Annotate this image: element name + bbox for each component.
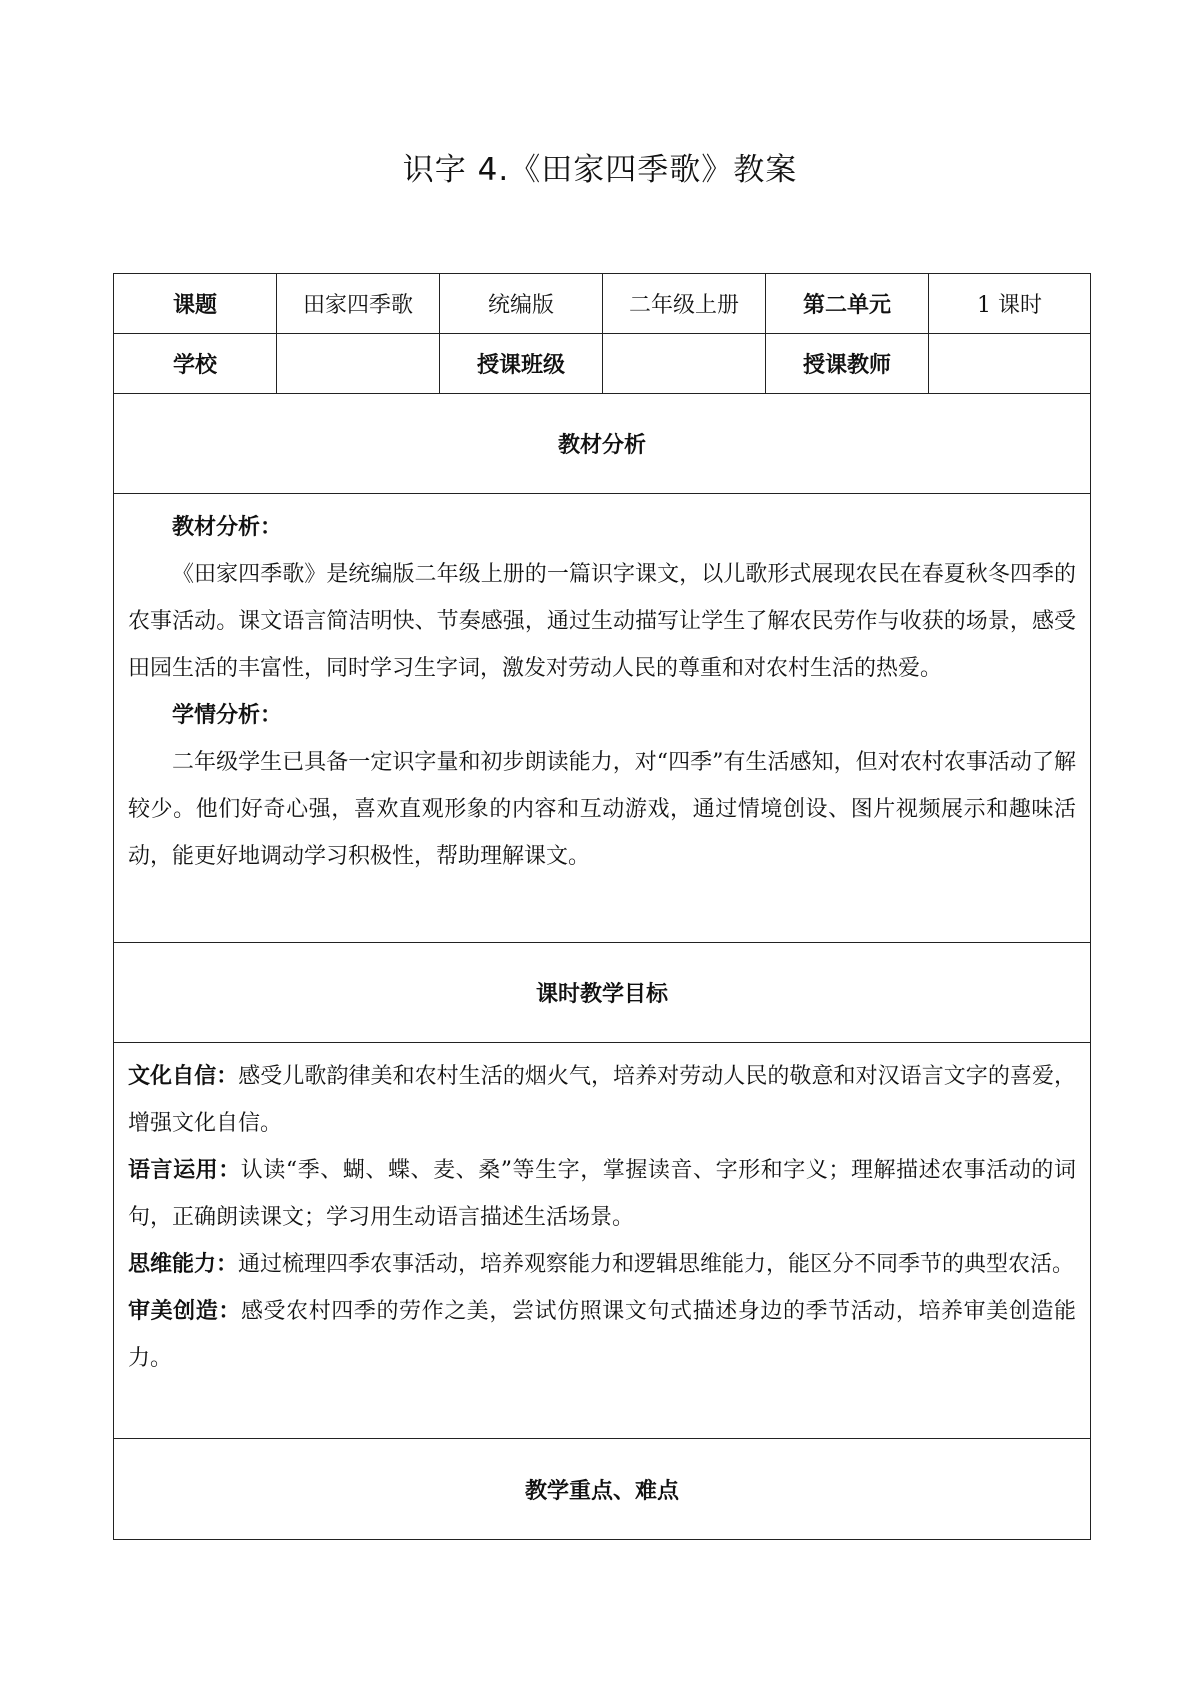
label-class: 授课班级: [440, 334, 603, 394]
school-value: [277, 334, 440, 394]
edition-value: 统编版: [440, 274, 603, 334]
label-teacher: 授课教师: [766, 334, 929, 394]
hours-value: 1 课时: [929, 274, 1091, 334]
goals-body-row: [114, 1043, 1091, 1439]
lesson-plan-table: [113, 273, 1091, 1540]
student-label: 学情分析：: [172, 702, 283, 728]
goals-body: [114, 1043, 1091, 1439]
label-school: 学校: [114, 334, 277, 394]
header-row-2: [114, 334, 1091, 394]
goal-text: 认读“季、蝴、蝶、麦、桑”等生字，掌握读音、字形和字义；理解描述农事活动的词句，正确朗读课文；学习用生动语言描述生活场景。: [128, 1158, 1076, 1230]
goal-text: 感受农村四季的劳作之美，尝试仿照课文句式描述身边的季节活动，培养审美创造能力。: [128, 1299, 1076, 1371]
material-text: 《田家四季歌》是统编版二年级上册的一篇识字课文，以儿歌形式展现农民在春夏秋冬四季的农事活动。课文语言简洁明快、节奏感强，通过生动描写让学生了解农民劳作与收获的场景，感受田园生活的丰富性，同时学习生字词，激发对劳动人民的尊重和对农村生活的热爱。: [128, 562, 1076, 681]
keypoints-heading: 教学重点、难点: [114, 1439, 1091, 1540]
goals-heading-row: [114, 943, 1091, 1043]
material-label: 教材分析：: [172, 514, 283, 540]
label-topic: 课题: [114, 274, 277, 334]
goal-item: [128, 1053, 1076, 1147]
topic-value: 田家四季歌: [277, 274, 440, 334]
goal-label: 审美创造：: [128, 1298, 241, 1324]
goal-text: 感受儿歌韵律美和农村生活的烟火气，培养对劳动人民的敬意和对汉语言文字的喜爱，增强文化自信。: [128, 1064, 1076, 1136]
material-body: [114, 494, 1091, 943]
unit-value: 第二单元: [766, 274, 929, 334]
document-title: 识字 4.《田家四季歌》教案: [402, 152, 798, 188]
header-row-1: [114, 274, 1091, 334]
goal-item: [128, 1147, 1076, 1241]
keypoints-heading-row: [114, 1439, 1091, 1540]
material-heading: 教材分析: [114, 394, 1091, 494]
grade-value: 二年级上册: [603, 274, 766, 334]
goal-label: 思维能力：: [128, 1251, 239, 1277]
goal-item: [128, 1241, 1076, 1288]
goal-label: 文化自信：: [128, 1063, 239, 1089]
material-heading-row: [114, 394, 1091, 494]
teacher-value: [929, 334, 1091, 394]
goal-item: [128, 1288, 1076, 1382]
material-body-row: [114, 494, 1091, 943]
student-text: 二年级学生已具备一定识字量和初步朗读能力，对“四季”有生活感知，但对农村农事活动了解较少。他们好奇心强，喜欢直观形象的内容和互动游戏，通过情境创设、图片视频展示和趣味活动，能更好地调动学习积极性，帮助理解课文。: [128, 750, 1076, 869]
goal-text: 通过梳理四季农事活动，培养观察能力和逻辑思维能力，能区分不同季节的典型农活。: [238, 1252, 1075, 1277]
class-value: [603, 334, 766, 394]
goal-label: 语言运用：: [128, 1157, 241, 1183]
goals-heading: 课时教学目标: [114, 943, 1091, 1043]
